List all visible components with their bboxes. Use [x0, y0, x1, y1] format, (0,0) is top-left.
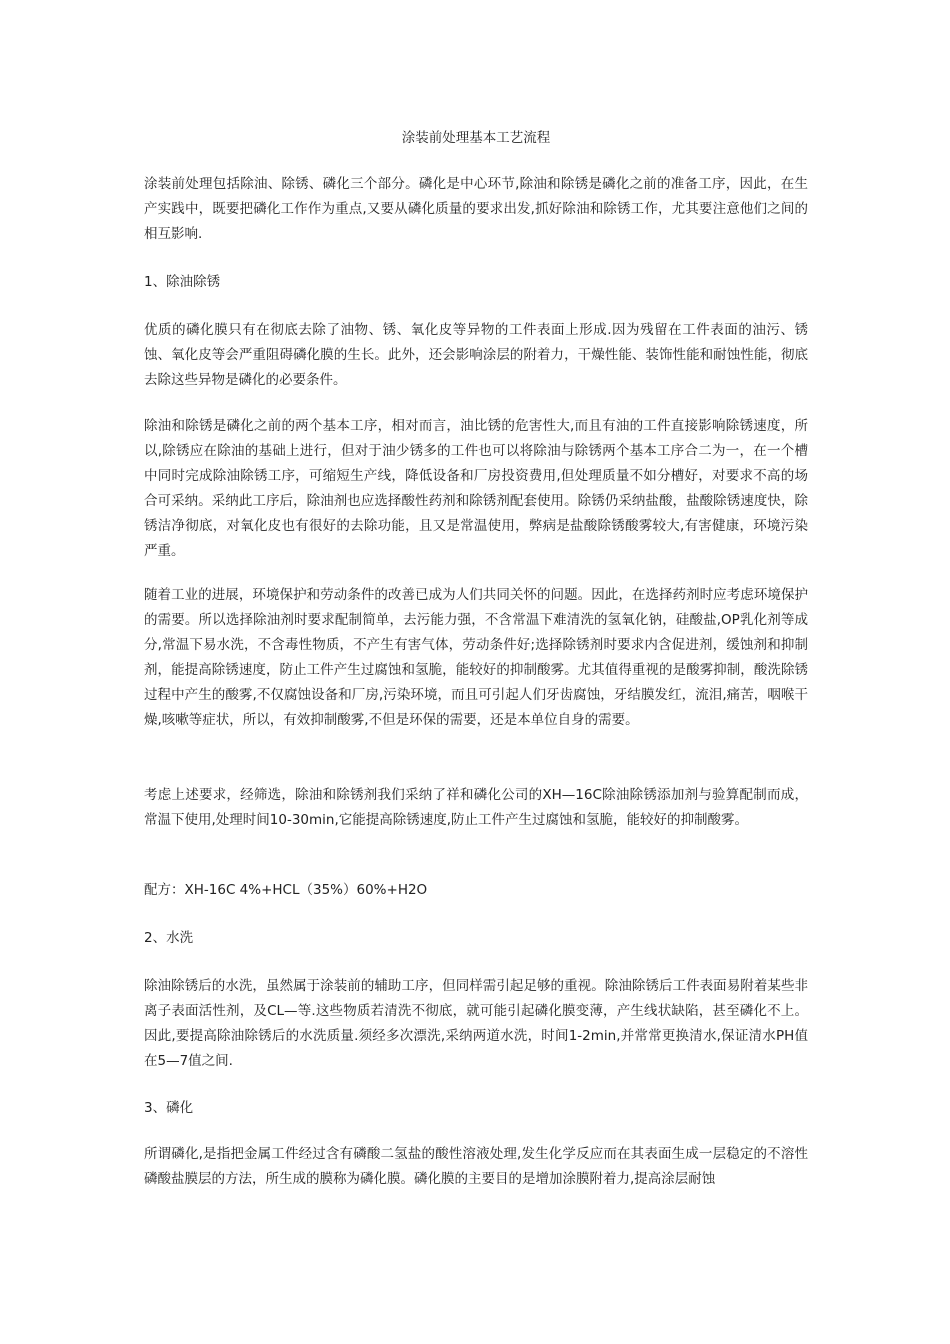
- section-heading-water-rinse: 2、水洗: [144, 930, 194, 946]
- phosphating-paragraph: 所谓磷化,是指把金属工件经过含有磷酸二氢盐的酸性溶液处理,发生化学反应而在其表面生成一层稳定的不溶性磷酸盐膜层的方法，所生成的膜称为磷化膜。磷化膜的主要目的是增加涂膜附着力,提高涂层耐蚀: [144, 1146, 808, 1187]
- water-rinse-paragraph: 除油除锈后的水洗，虽然属于涂装前的辅助工序，但同样需引起足够的重视。除油除锈后工件表面易附着某些非离子表面活性剂，及CL—等.这些物质若清洗不彻底，就可能引起磷化膜变薄，产生线状缺陷，甚至磷化不上。因此,要提高除油除锈后的水洗质量.须经多次漂洗,采纳两道水洗，时间1-2min,并常常更换清水,保证清水PH值在5—7值之间.: [144, 978, 808, 1069]
- formula-line: 配方：XH-16C 4%+HCL（35%）60%+H2O: [144, 882, 428, 898]
- section-heading-phosphating: 3、磷化: [144, 1100, 194, 1116]
- degreasing-paragraph-4: 考虑上述要求，经筛选，除油和除锈剂我们采纳了祥和磷化公司的XH—16C除油除锈添加剂与验算配制而成，常温下使用,处理时间10-30min,它能提高除锈速度,防止工件产生过腐蚀和氢脆，能较好的抑制酸雾。: [144, 787, 808, 828]
- degreasing-paragraph-1: 优质的磷化膜只有在彻底去除了油物、锈、氧化皮等异物的工件表面上形成.因为残留在工件表面的油污、锈蚀、氧化皮等会严重阻碍磷化膜的生长。此外，还会影响涂层的附着力，干燥性能、装饰性能和耐蚀性能，彻底去除这些异物是磷化的必要条件。: [144, 322, 808, 388]
- degreasing-paragraph-3: 随着工业的进展，环境保护和劳动条件的改善已成为人们共同关怀的问题。因此，在选择药剂时应考虑环境保护的需要。所以选择除油剂时要求配制简单，去污能力强，不含常温下难清洗的氢氧化钠，硅酸盐,OP乳化剂等成分,常温下易水洗，不含毒性物质，不产生有害气体，劳动条件好;选择除锈剂时要求内含促进剂，缓蚀剂和抑制剂，能提高除锈速度，防止工件产生过腐蚀和氢脆，能较好的抑制酸雾。尤其值得重视的是酸雾抑制，酸洗除锈过程中产生的酸雾,不仅腐蚀设备和厂房,污染环境，而且可引起人们牙齿腐蚀，牙结膜发红，流泪,痛苦，咽喉干燥,咳嗽等症状，所以，有效抑制酸雾,不但是环保的需要，还是本单位自身的需要。: [144, 587, 808, 728]
- document-title: 涂装前处理基本工艺流程: [401, 130, 551, 146]
- intro-paragraph: 涂装前处理包括除油、除锈、磷化三个部分。磷化是中心环节,除油和除锈是磷化之前的准备工序，因此，在生产实践中，既要把磷化工作作为重点,又要从磷化质量的要求出发,抓好除油和除锈工作，尤其要注意他们之间的相互影响.: [144, 176, 808, 242]
- degreasing-paragraph-2: 除油和除锈是磷化之前的两个基本工序，相对而言，油比锈的危害性大,而且有油的工件直接影响除锈速度，所以,除锈应在除油的基础上进行，但对于油少锈多的工件也可以将除油与除锈两个基本工序合二为一，在一个槽中同时完成除油除锈工序，可缩短生产线，降低设备和厂房投资费用,但处理质量不如分槽好，对要求不高的场合可采纳。采纳此工序后，除油剂也应选择酸性药剂和除锈剂配套使用。除锈仍采纳盐酸，盐酸除锈速度快，除锈洁净彻底，对氧化皮也有很好的去除功能，且又是常温使用，弊病是盐酸除锈酸雾较大,有害健康，环境污染严重。: [144, 418, 808, 559]
- section-heading-degreasing: 1、除油除锈: [144, 274, 221, 290]
